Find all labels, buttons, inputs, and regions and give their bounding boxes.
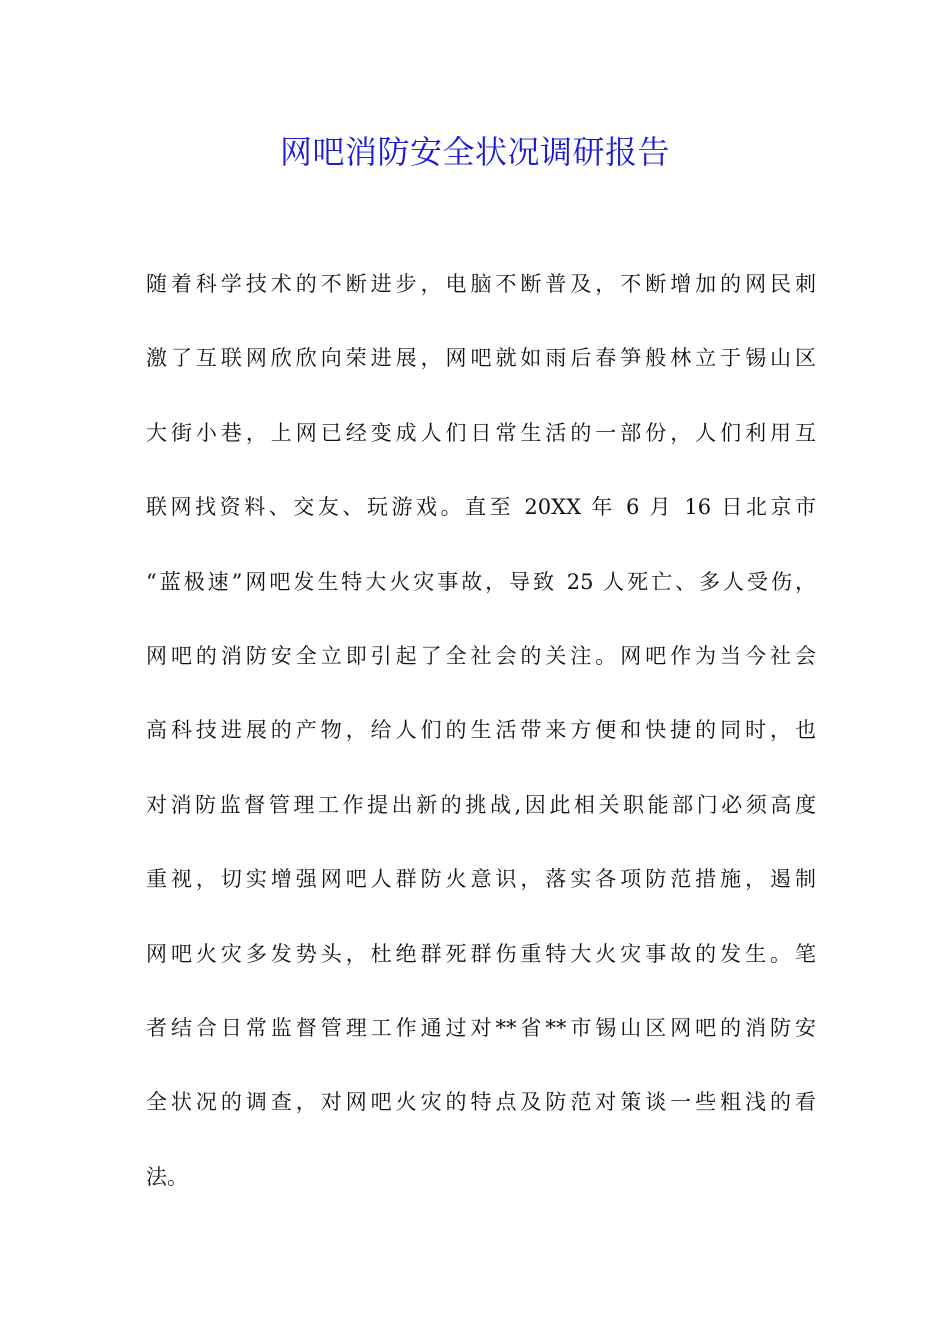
body-line: “蓝极速”网吧发生特大火灾事故，导致 25 人死亡、多人受伤，: [146, 569, 816, 594]
body-line: 者结合日常监督管理工作通过对**省**市锡山区网吧的消防安: [146, 1015, 816, 1040]
body-line: 网吧火灾多发势头，杜绝群死群伤重特大火灾事故的发生。笔: [146, 941, 816, 966]
body-line: 激了互联网欣欣向荣进展，网吧就如雨后春笋般林立于锡山区: [146, 346, 816, 371]
body-line: 联网找资料、交友、玩游戏。直至 20XX 年 6 月 16 日北京市: [146, 495, 816, 520]
document-title: 网吧消防安全状况调研报告: [279, 133, 670, 171]
body-line: 随着科学技术的不断进步，电脑不断普及，不断增加的网民刺: [146, 272, 816, 296]
body-line: 高科技进展的产物，给人们的生活带来方便和快捷的同时，也: [146, 718, 816, 743]
document-body: [146, 264, 816, 1231]
body-line: 法。: [146, 1164, 188, 1189]
body-line: 网吧的消防安全立即引起了全社会的关注。网吧作为当今社会: [146, 643, 816, 668]
body-line: 对消防监督管理工作提出新的挑战,因此相关职能部门必须高度: [146, 792, 816, 817]
body-line: 全状况的调查，对网吧火灾的特点及防范对策谈一些粗浅的看: [146, 1090, 816, 1115]
body-line: 重视，切实增强网吧人群防火意识，落实各项防范措施，遏制: [146, 867, 816, 892]
body-line: 大街小巷，上网已经变成人们日常生活的一部份，人们利用互: [146, 420, 816, 445]
